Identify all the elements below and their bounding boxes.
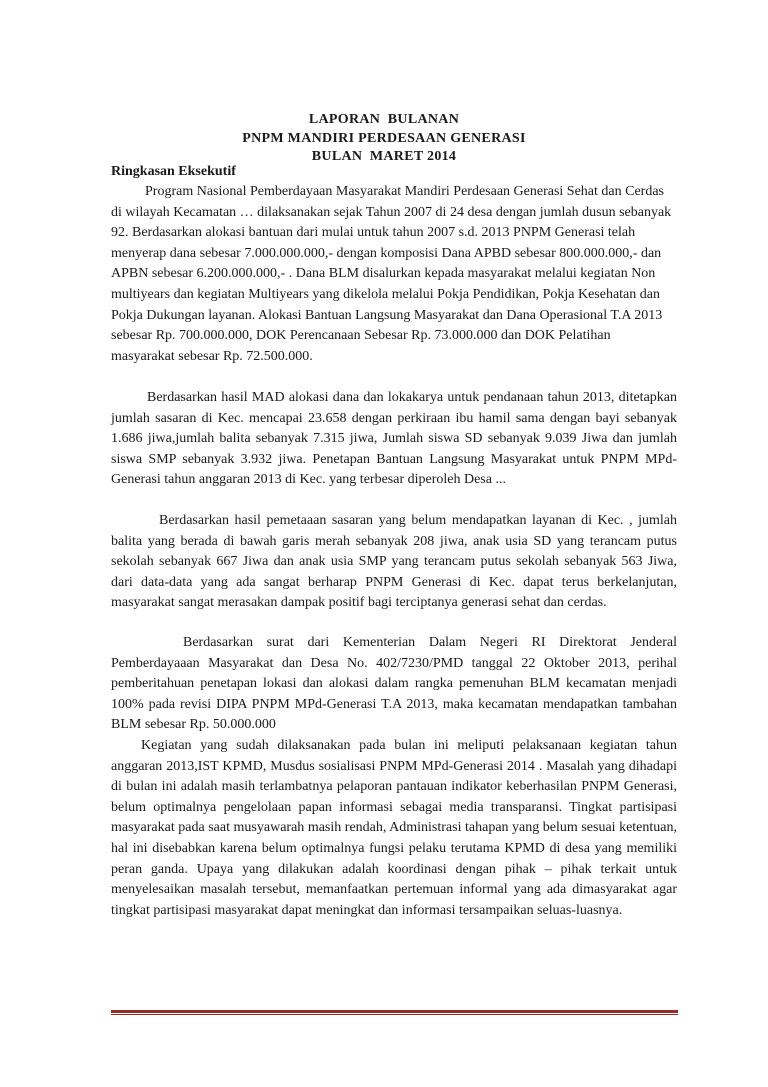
paragraph-ministry-letter: Berdasarkan surat dari Kementerian Dalam Negeri RI Direktorat Jenderal Pemberdayaaan Masyarakat dan Desa No. 402/7230/PMD tanggal 22 Oktober 2013, perihal pemberitahuan penetapan lokasi dan alokasi dalam rangka pemenuhan BLM kecamatan menjadi 100% pada revisi DIPA PNPM MPd-Generasi T.A 2013, maka kecamatan mendapatkan tambahan BLM sebesar Rp. 50.000.000 (111, 635, 677, 733)
paragraph-service-gap: Berdasarkan hasil pemetaaan sasaran yang belum mendapatkan layanan di Kec. , jumlah balita yang berada di bawah garis merah sebanyak 208 jiwa, anak usia SD yang terancam putus sekolah sebanyak 667 Jiwa dan anak usia SMP yang terancam putus sekolah sebanyak 563 Jiwa, dari data-data yang ada sangat berharap PNPM Generasi di Kec. dapat terus berkelanjutan, masyarakat sangat merasakan dampak positif bagi terciptanya generasi sehat dan cerdas. (111, 513, 677, 611)
program-name: PNPM MANDIRI PERDESAAN GENERASI (242, 130, 526, 146)
report-header (0, 111, 768, 167)
report-period: BULAN MARET 2014 (311, 149, 457, 164)
report-title: LAPORAN BULANAN (308, 112, 460, 127)
section-heading-executive-summary: Ringkasan Eksekutif (111, 164, 236, 179)
paragraph-target-allocation: Berdasarkan hasil MAD alokasi dana dan lokakarya untuk pendanaan tahun 2013, ditetapkan jumlah sasaran di Kec. mencapai 23.658 dengan perkiraan ibu hamil sama dengan bayi sebanyak 1.686 jiwa,jumlah balita sebanyak 7.315 jiwa, Jumlah siswa SD sebanyak 9.039 Jiwa dan jumlah siswa SMP sebanyak 3.932 jiwa. Penetapan Bantuan Langsung Masyarakat untuk PNPM MPd-Generasi tahun anggaran 2013 di Kec. yang terbesar diperoleh Desa ... (111, 390, 677, 488)
footer-divider (111, 1010, 678, 1015)
paragraph-activities-issues: Kegiatan yang sudah dilaksanakan pada bulan ini meliputi pelaksanaan kegiatan tahun anggaran 2013,IST KPMD, Musdus sosialisasi PNPM MPd-Generasi 2014 . Masalah yang dihadapi di bulan ini adalah masih terlambatnya pelaporan pantauan indikator keberhasilan PNPM Generasi, belum optimalnya pengelolaan papan informasi sebagai media transparansi. Tingkat partisipasi masyarakat pada saat musyawarah masih rendah, Administrasi tahapan yang belum sesuai ketentuan, hal ini disebabkan karena belum optimalnya fungsi pelaku terutama KPMD di desa yang memiliki peran ganda. Upaya yang dilakukan adalah koordinasi dengan pihak – pihak terkait untuk menyelesaikan masalah tersebut, memanfaatkan pertemuan informal yang ada dimasyarakat agar tingkat partisipasi masyarakat dapat meningkat dan informasi tersampaikan seluas-luasnya. (111, 738, 677, 918)
paragraph-program-overview: Program Nasional Pemberdayaan Masyarakat Mandiri Perdesaan Generasi Sehat dan Cerdas di wilayah Kecamatan … dilaksanakan sejak Tahun 2007 di 24 desa dengan jumlah dusun sebanyak 92. Berdasarkan alokasi bantuan dari mulai untuk tahun 2007 s.d. 2013 PNPM Generasi telah menyerap dana sebesar 7.000.000.000,- dengan komposisi Dana APBD sebesar 800.000.000,- dan APBN sebesar 6.200.000.000,- . Dana BLM disalurkan kepada masyarakat melalui kegiatan Non multiyears dan kegiatan Multiyears yang dikelola melalui Pokja Pendidikan, Pokja Kesehatan dan Pokja Dukungan layanan. Alokasi Bantuan Langsung Masyarakat dan Dana Operasional T.A 2013 sebesar Rp. 700.000.000, DOK Perencanaan Sebesar Rp. 73.000.000 dan DOK Pelatihan masyarakat sebesar Rp. 72.500.000. (111, 184, 672, 364)
